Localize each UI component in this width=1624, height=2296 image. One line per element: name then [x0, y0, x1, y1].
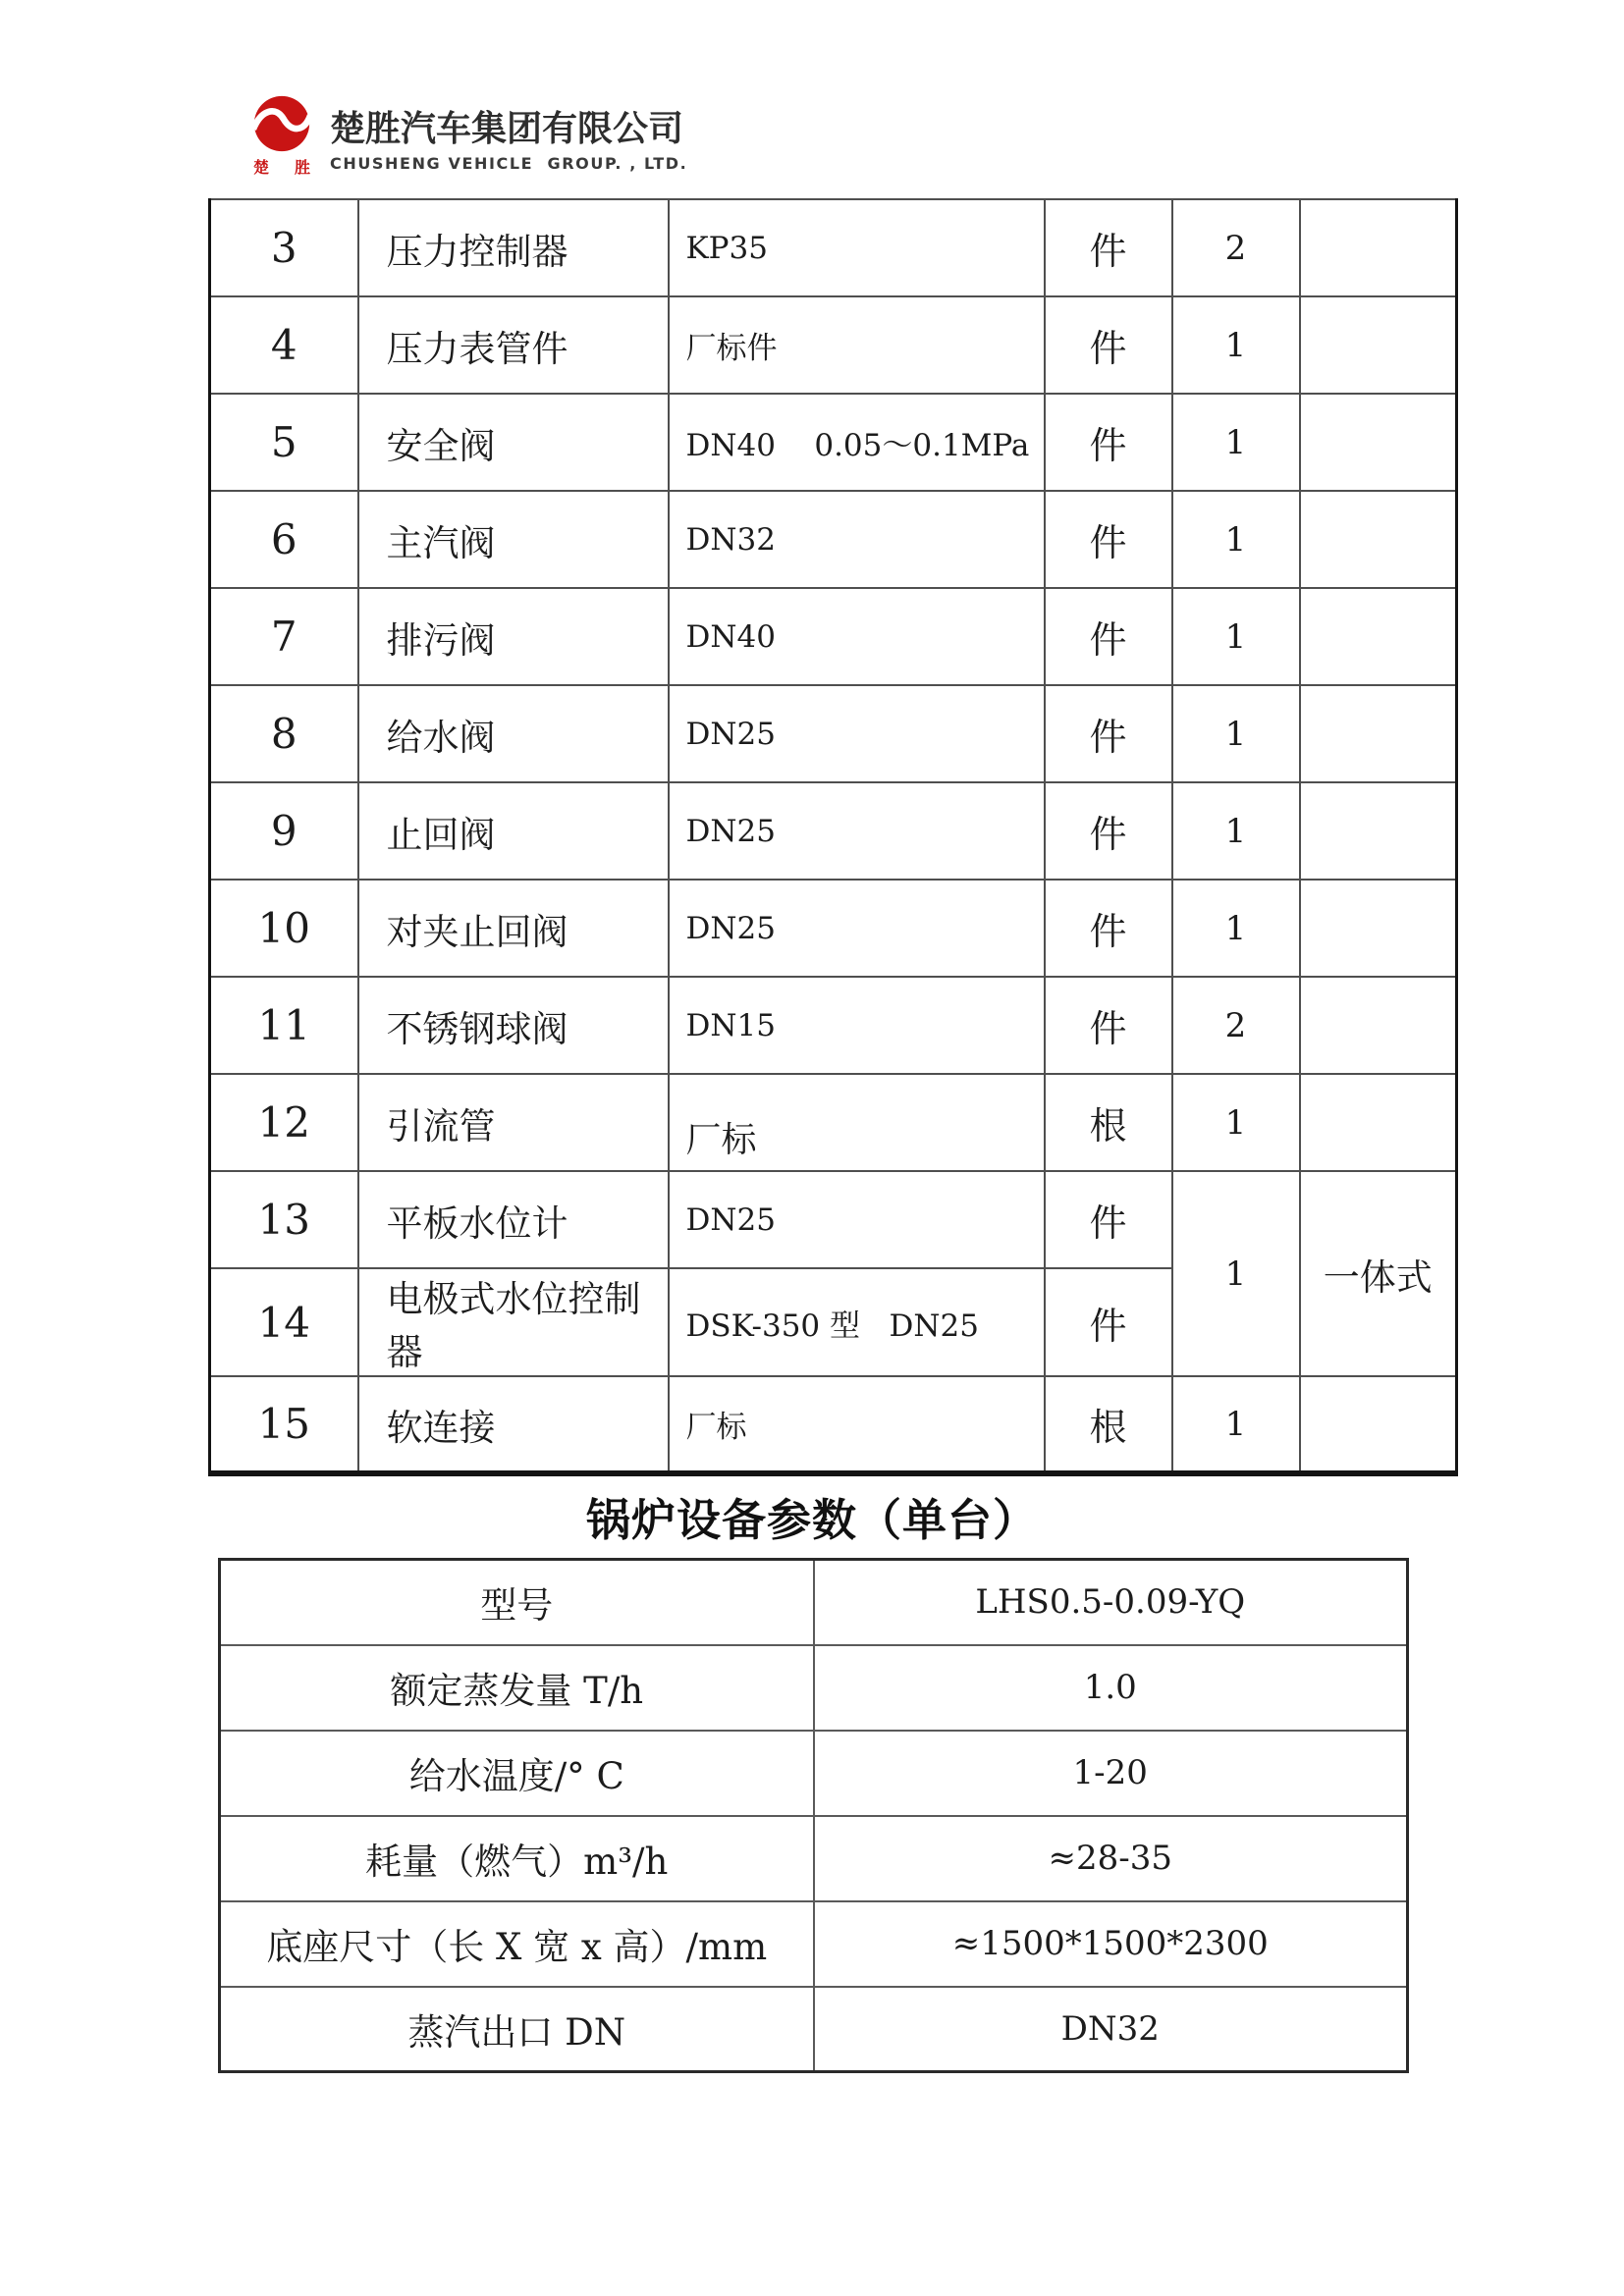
table-row — [210, 977, 1457, 1074]
row-no: 11 — [210, 977, 358, 1074]
item-note — [1300, 685, 1457, 782]
item-spec: DN25 — [669, 782, 1045, 880]
row-no: 12 — [210, 1074, 358, 1171]
item-unit: 根 — [1045, 1074, 1172, 1171]
item-qty: 1 — [1172, 782, 1300, 880]
item-note — [1300, 1376, 1457, 1473]
row-no: 8 — [210, 685, 358, 782]
item-qty: 1 — [1172, 491, 1300, 588]
table-row — [210, 1376, 1457, 1473]
item-spec: DN15 — [669, 977, 1045, 1074]
item-unit: 件 — [1045, 296, 1172, 394]
item-spec: KP35 — [669, 199, 1045, 296]
row-no: 14 — [210, 1268, 358, 1376]
table-row — [220, 1645, 1408, 1731]
item-note — [1300, 394, 1457, 491]
item-qty: 1 — [1172, 880, 1300, 977]
item-name: 压力控制器 — [358, 199, 669, 296]
item-note — [1300, 1074, 1457, 1171]
parts-list-table — [208, 198, 1458, 1476]
row-no: 7 — [210, 588, 358, 685]
item-qty: 1 — [1172, 1376, 1300, 1473]
item-unit: 件 — [1045, 394, 1172, 491]
item-unit: 件 — [1045, 199, 1172, 296]
param-label: 给水温度/° C — [220, 1731, 814, 1816]
table-row — [210, 394, 1457, 491]
table-row — [210, 199, 1457, 296]
item-unit: 件 — [1045, 1171, 1172, 1268]
company-name-en: CHUSHENG VEHICLE GROUP. , LTD. — [330, 154, 688, 173]
table-row — [210, 1074, 1457, 1171]
table-row — [210, 1171, 1457, 1268]
param-label: 耗量（燃气）m³/h — [220, 1816, 814, 1901]
item-spec: DN25 — [669, 1171, 1045, 1268]
row-no: 5 — [210, 394, 358, 491]
item-note-merged: 一体式 — [1300, 1171, 1457, 1376]
item-qty: 2 — [1172, 977, 1300, 1074]
table-row — [210, 491, 1457, 588]
table-row — [220, 1987, 1408, 2072]
item-name: 主汽阀 — [358, 491, 669, 588]
item-spec: 厂标件 — [669, 296, 1045, 394]
row-no: 13 — [210, 1171, 358, 1268]
table-row — [210, 880, 1457, 977]
boiler-params-table — [218, 1558, 1409, 2073]
item-spec: DN32 — [669, 491, 1045, 588]
item-qty: 1 — [1172, 1074, 1300, 1171]
item-unit: 件 — [1045, 977, 1172, 1074]
item-note — [1300, 199, 1457, 296]
item-spec: 厂标 — [669, 1376, 1045, 1473]
item-name: 给水阀 — [358, 685, 669, 782]
item-unit: 件 — [1045, 491, 1172, 588]
row-no: 9 — [210, 782, 358, 880]
item-spec: DN40 — [669, 588, 1045, 685]
item-qty-merged: 1 — [1172, 1171, 1300, 1376]
item-name: 软连接 — [358, 1376, 669, 1473]
item-qty: 1 — [1172, 588, 1300, 685]
company-name-cn: 楚胜汽车集团有限公司 — [330, 109, 684, 149]
table-row — [220, 1560, 1408, 1645]
logo-mark-right: 胜 — [294, 158, 310, 177]
param-label: 底座尺寸（长 X 宽 x 高）/mm — [220, 1901, 814, 1987]
item-name: 平板水位计 — [358, 1171, 669, 1268]
param-value: 1-20 — [814, 1731, 1408, 1816]
table-row — [220, 1901, 1408, 1987]
item-unit: 件 — [1045, 685, 1172, 782]
row-no: 6 — [210, 491, 358, 588]
item-name: 对夹止回阀 — [358, 880, 669, 977]
item-spec: DN25 — [669, 880, 1045, 977]
item-note — [1300, 588, 1457, 685]
item-unit: 件 — [1045, 880, 1172, 977]
param-label: 额定蒸发量 T/h — [220, 1645, 814, 1731]
table-row — [210, 782, 1457, 880]
param-value: LHS0.5-0.09-YQ — [814, 1560, 1408, 1645]
param-label: 型号 — [220, 1560, 814, 1645]
table-row — [220, 1731, 1408, 1816]
item-spec: 厂标 — [669, 1074, 1045, 1171]
item-unit: 件 — [1045, 588, 1172, 685]
table-row — [220, 1816, 1408, 1901]
item-qty: 1 — [1172, 394, 1300, 491]
row-no: 4 — [210, 296, 358, 394]
logo-mark-text — [253, 155, 310, 178]
company-logo — [248, 94, 687, 178]
section-title: 锅炉设备参数（单台） — [585, 1494, 1038, 1546]
item-note — [1300, 491, 1457, 588]
item-note — [1300, 782, 1457, 880]
row-no: 15 — [210, 1376, 358, 1473]
item-name: 排污阀 — [358, 588, 669, 685]
item-name: 不锈钢球阀 — [358, 977, 669, 1074]
param-value: ≈28-35 — [814, 1816, 1408, 1901]
row-no: 10 — [210, 880, 358, 977]
item-note — [1300, 880, 1457, 977]
param-value: 1.0 — [814, 1645, 1408, 1731]
chusheng-logo-icon — [248, 94, 315, 178]
item-note — [1300, 977, 1457, 1074]
logo-mark-left: 楚 — [253, 158, 270, 177]
item-qty: 2 — [1172, 199, 1300, 296]
item-name: 引流管 — [358, 1074, 669, 1171]
table-row — [210, 296, 1457, 394]
item-unit: 根 — [1045, 1376, 1172, 1473]
table-row — [210, 588, 1457, 685]
item-qty: 1 — [1172, 296, 1300, 394]
item-name: 安全阀 — [358, 394, 669, 491]
item-name: 电极式水位控制器 — [358, 1268, 669, 1376]
table-row — [210, 685, 1457, 782]
param-value: ≈1500*1500*2300 — [814, 1901, 1408, 1987]
item-spec: DN40 0.05～0.1MPa — [669, 394, 1045, 491]
param-label: 蒸汽出口 DN — [220, 1987, 814, 2072]
item-qty: 1 — [1172, 685, 1300, 782]
logo-text — [330, 101, 687, 178]
row-no: 3 — [210, 199, 358, 296]
item-spec: DN25 — [669, 685, 1045, 782]
param-value: DN32 — [814, 1987, 1408, 2072]
item-name: 止回阀 — [358, 782, 669, 880]
item-unit: 件 — [1045, 1268, 1172, 1376]
item-spec: DSK-350 型 DN25 — [669, 1268, 1045, 1376]
item-unit: 件 — [1045, 782, 1172, 880]
item-name: 压力表管件 — [358, 296, 669, 394]
item-note — [1300, 296, 1457, 394]
